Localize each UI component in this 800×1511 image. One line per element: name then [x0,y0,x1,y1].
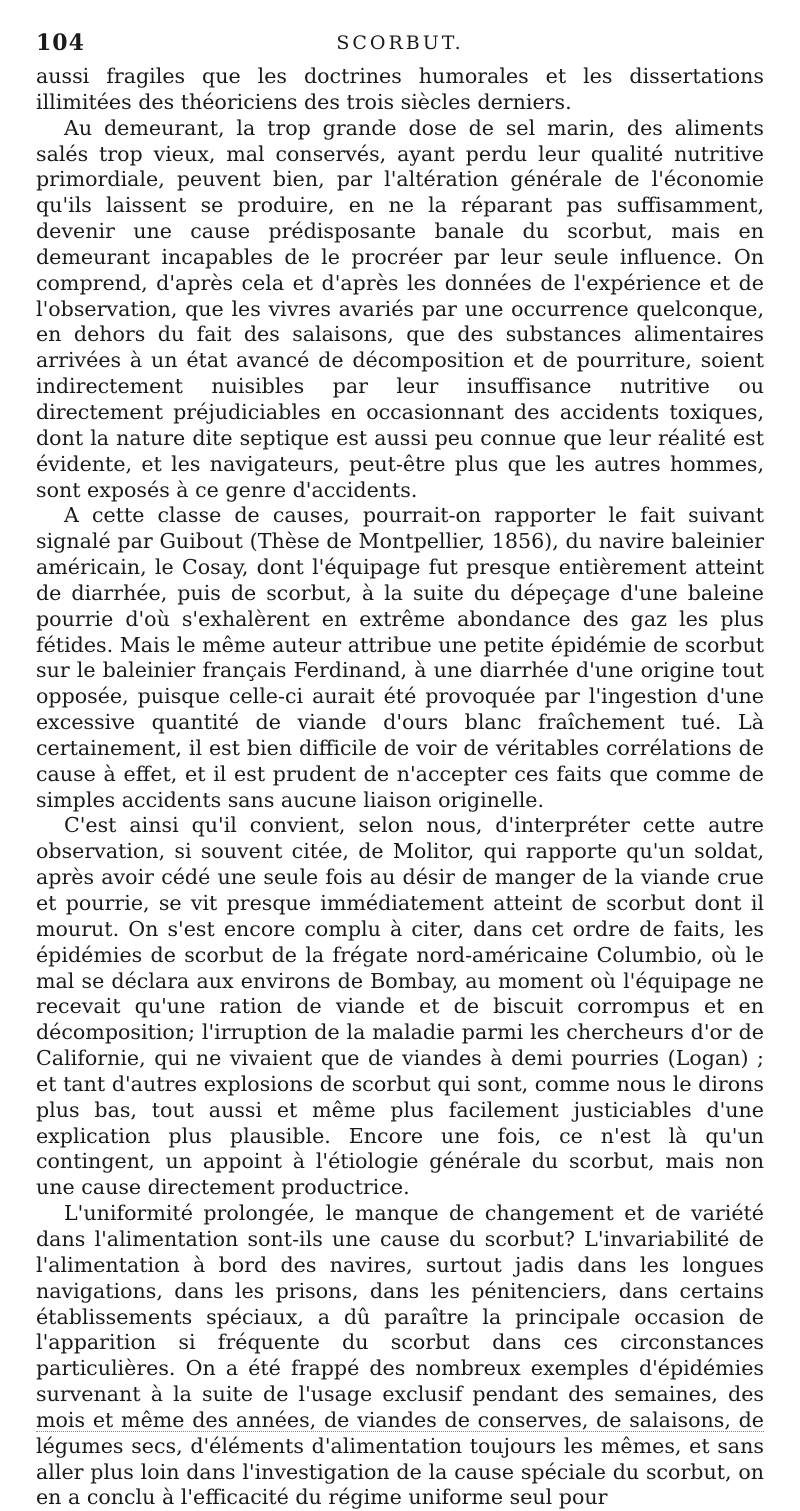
body-text [36,64,764,1511]
paragraph: C'est ainsi qu'il convient, selon nous, d'interpréter cette autre observation, si souvent citée, de Molitor, qui rapporte qu'un soldat, après avoir cédé une seule fois au désir de manger de la viande crue et pourrie, se vit presque immédiatement atteint de scorbut dont il mourut. On s'est encore complu à citer, dans cet ordre de faits, les épidémies de scorbut de la frégate nord-américaine Columbio, où le mal se déclara aux environs de Bombay, au moment où l'équipage ne recevait qu'une ration de viande et de biscuit corrompus et en décomposition; l'irruption de la maladie parmi les chercheurs d'or de Californie, qui ne vivaient que de viandes à demi pourries (Logan) ; et tant d'autres explosions de scorbut qui sont, comme nous le dirons plus bas, tout aussi et même plus facilement justiciables d'une explication plus plausible. Encore une fois, ce n'est là qu'un contingent, un appoint à l'étiologie générale du scorbut, mais non une cause directement productrice. [36,813,764,1200]
paragraph: A cette classe de causes, pourrait-on rapporter le fait suivant signalé par Guibout (Thèse de Montpellier, 1856), du navire baleinier américain, le Cosay, dont l'équipage fut presque entièrement atteint de diarrhée, puis de scorbut, à la suite du dépeçage d'une baleine pourrie d'où s'exhalèrent en extrême abondance des gaz les plus fétides. Mais le même auteur attribue une petite épidémie de scorbut sur le baleinier français Ferdinand, à une diarrhée d'une origine tout opposée, puisque celle-ci aurait été provoquée par l'ingestion d'une excessive quantité de viande d'ours blanc fraîchement tué. Là certainement, il est bien difficile de voir de véritables corrélations de cause à effet, et il est prudent de n'accepter ces faits que comme de simples accidents sans aucune liaison originelle. [36,503,764,812]
paragraph: Au demeurant, la trop grande dose de sel marin, des aliments salés trop vieux, mal conservés, ayant perdu leur qualité nutritive primordiale, peuvent bien, par l'altération générale de l'économie qu'ils laissent se produire, en ne la réparant pas suffisamment, devenir une cause prédisposante banale du scorbut, mais en demeurant incapables de le procréer par leur seule influence. On comprend, d'après cela et d'après les données de l'expérience et de l'observation, que les vivres avariés par une occurrence quelconque, en dehors du fait des salaisons, que des substances alimentaires arrivées à un état avancé de décomposition et de pourriture, soient indirectement nuisibles par leur insuffisance nutritive ou directement préjudiciables en occasionnant des accidents toxiques, dont la nature dite septique est aussi peu connue que leur réalité est évidente, et les navigateurs, peut-être plus que les autres hommes, sont exposés à ce genre d'accidents. [36,115,764,502]
page-header [36,24,764,64]
paragraph: L'uniformité prolongée, le manque de changement et de variété dans l'alimentation sont-ils une cause du scorbut? L'invariabilité de l'alimentation à bord des navires, surtout jadis dans les longues navigations, dans les prisons, dans les pénitenciers, dans certains établissements spéciaux, a dû paraître la principale occasion de l'apparition si fréquente du scorbut dans ces circonstances particulières. On a été frappé des nombreux exemples d'épidémies survenant à la suite de l'usage exclusif pendant des semaines, des mois et même des années, de viandes de conserves, de salaisons, de légumes secs, d'éléments d'alimentation toujours les mêmes, et sans aller plus loin dans l'investigation de la cause spéciale du scorbut, on en a conclu à l'efficacité du régime uniforme seul pour [36,1201,764,1510]
paragraph-continuation: aussi fragiles que les doctrines humorales et les dissertations illimitées des théoriciens des trois siècles derniers. [36,64,764,114]
footer-rule [36,1431,764,1432]
running-title: SCORBUT. [336,32,464,54]
page-number: 104 [36,30,85,56]
